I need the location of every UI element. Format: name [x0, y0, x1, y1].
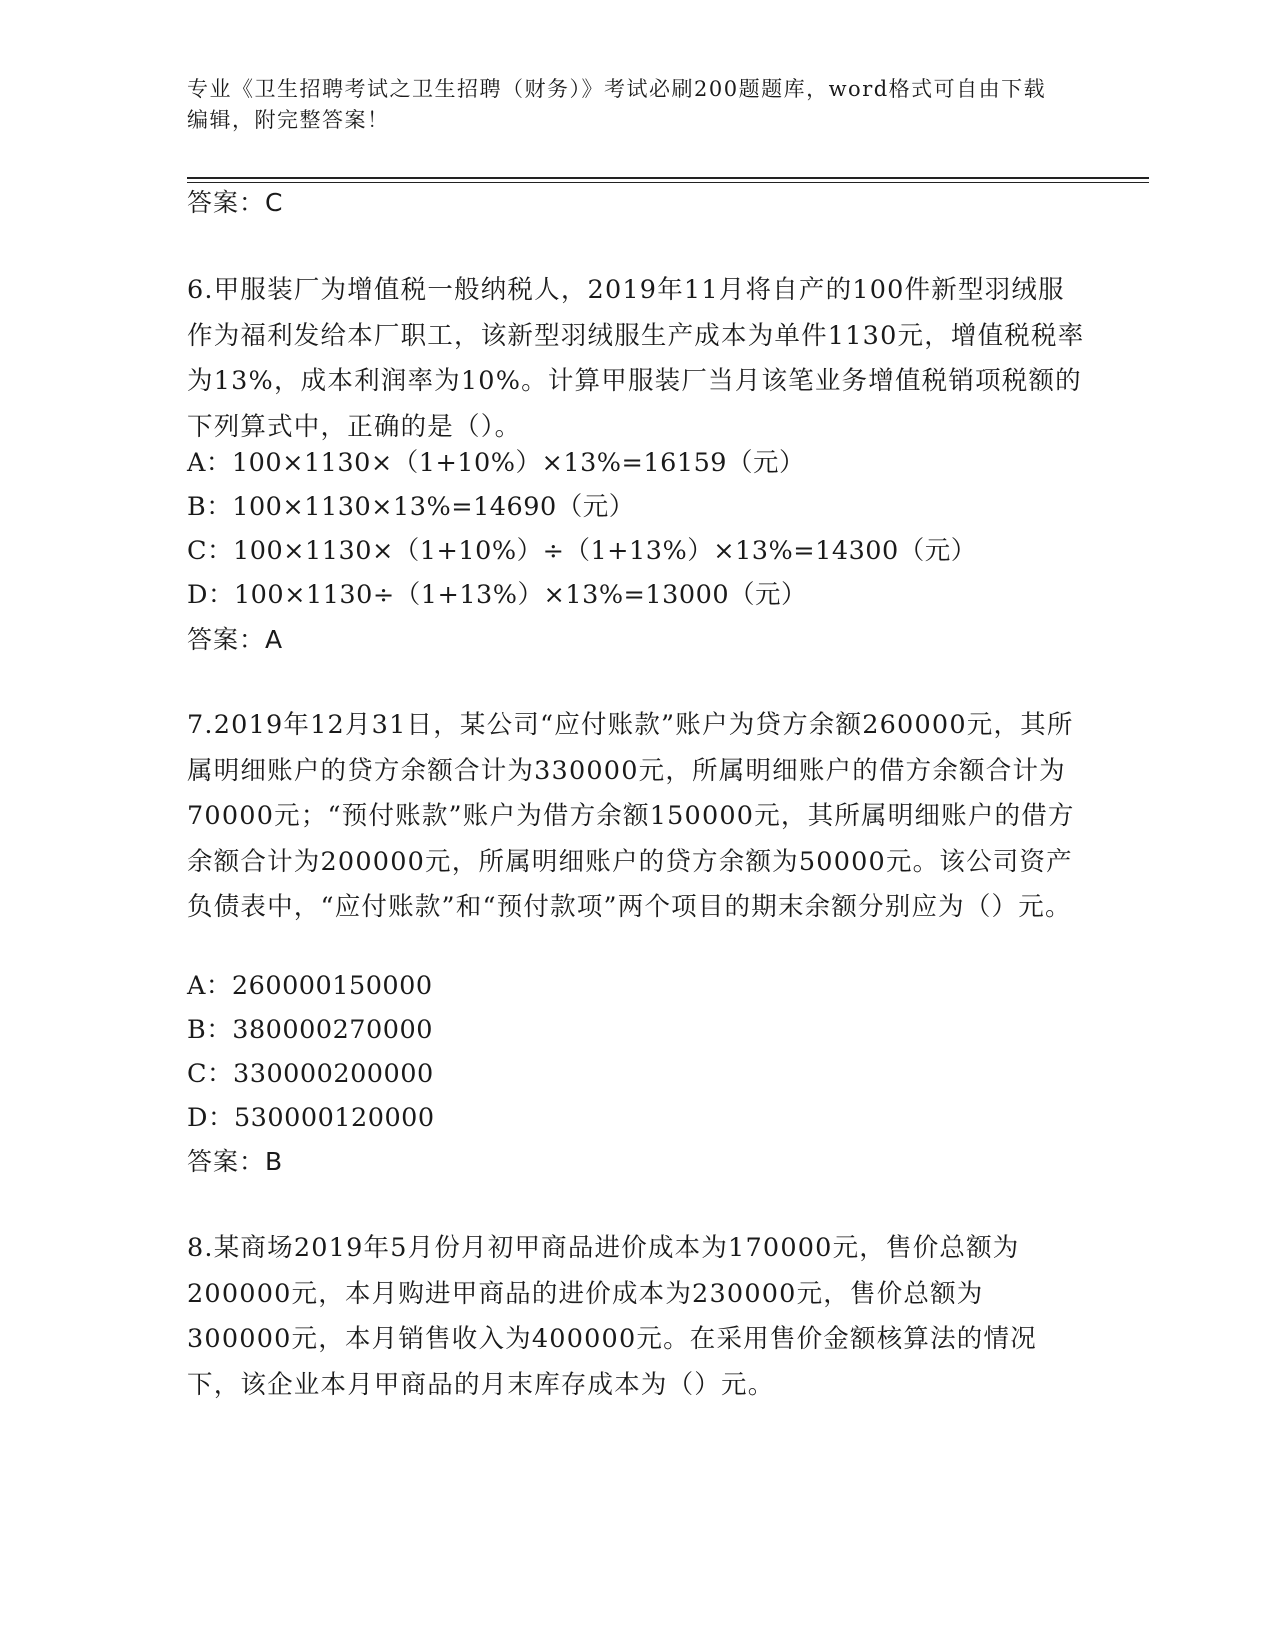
- header-divider-thin: [187, 182, 1149, 183]
- question-6-option-b: B：100×1130×13%=14690（元）: [187, 492, 635, 522]
- question-7-answer: 答案：B: [187, 1147, 284, 1176]
- question-7-option-d: D：530000120000: [187, 1103, 435, 1133]
- page-header: 专业《卫生招聘考试之卫生招聘（财务）》考试必刷200题题库，word格式可自由下载编辑，附完整答案！: [187, 77, 1047, 132]
- question-6-answer: 答案：A: [187, 625, 284, 654]
- question-6-option-a: A：100×1130×（1+10%）×13%=16159（元）: [187, 448, 806, 478]
- question-6-option-c: C：100×1130×（1+10%）÷（1+13%）×13%=14300（元）: [187, 536, 977, 566]
- question-7-option-a: A：260000150000: [187, 971, 433, 1001]
- question-7-option-c: C：330000200000: [187, 1059, 434, 1089]
- question-7-stem: 7.2019年12月31日，某公司“应付账款”账户为贷方余额260000元，其所属明细账户的贷方余额合计为330000元，所属明细账户的借方余额合计为70000元；“预付账款”账户为借方余额150000元，其所属明细账户的借方余额合计为200000元，所属明细账户的贷方余额为50000元。该公司资产负债表中，“应付账款”和“预付款项”两个项目的期末余额分别应为（）元。: [187, 710, 1075, 922]
- question-8-stem: 8.某商场2019年5月份月初甲商品进价成本为170000元，售价总额为200000元，本月购进甲商品的进价成本为230000元，售价总额为300000元，本月销售收入为400000元。在采用售价金额核算法的情况下，该企业本月甲商品的月末库存成本为（）元。: [187, 1233, 1037, 1400]
- answer-previous: 答案：C: [187, 188, 284, 217]
- question-6-stem: 6.甲服装厂为增值税一般纳税人，2019年11月将自产的100件新型羽绒服作为福利发给本厂职工，该新型羽绒服生产成本为单件1130元，增值税税率为13%，成本利润率为10%。计算甲服装厂当月该笔业务增值税销项税额的下列算式中，正确的是（）。: [187, 275, 1085, 442]
- question-7-option-b: B：380000270000: [187, 1015, 433, 1045]
- question-6-option-d: D：100×1130÷（1+13%）×13%=13000（元）: [187, 580, 808, 610]
- header-divider-thick: [187, 177, 1149, 179]
